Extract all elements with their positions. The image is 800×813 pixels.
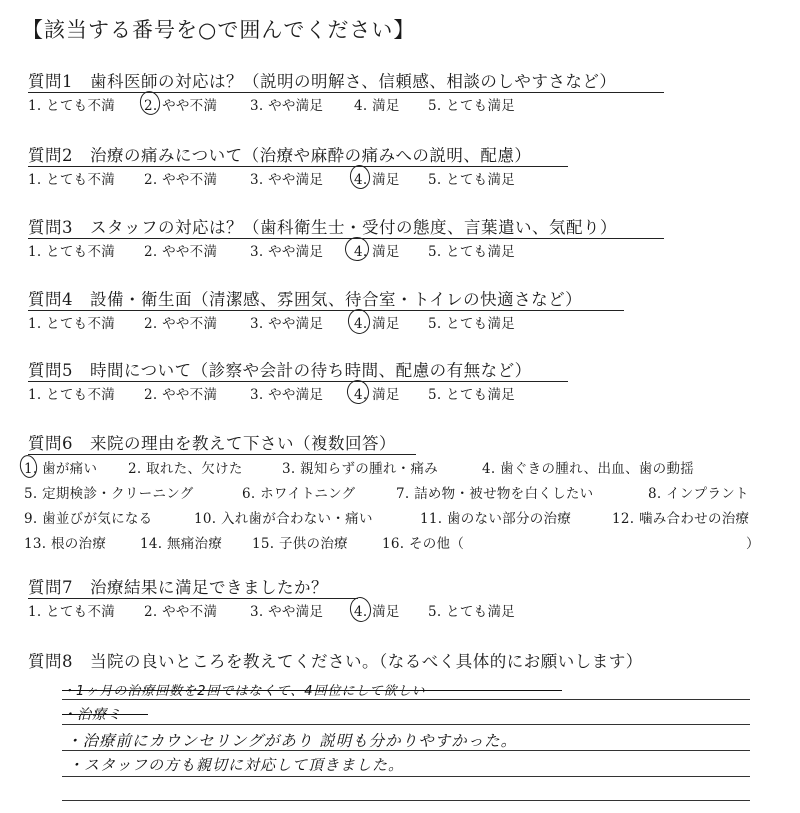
q7-option-2[interactable]: 2. やや不満 [144, 604, 218, 620]
question-2-underline [28, 166, 568, 167]
q3-option-5[interactable]: 5. とても満足 [428, 244, 516, 260]
handwritten-answer-2: ・治療ミ [62, 707, 122, 723]
q5-option-5[interactable]: 5. とても満足 [428, 387, 516, 403]
q4-option-1[interactable]: 1. とても不満 [28, 316, 116, 332]
q6-option-3[interactable]: 3. 親知らずの腫れ・痛み [282, 461, 439, 477]
question-5-label: 質問5 時間について（診察や会計の待ち時間、配慮の有無など） [28, 361, 532, 380]
strikethrough-1 [62, 690, 562, 691]
handwritten-answer-3: ・治療前にカウンセリングがあり 説明も分かりやすかった。 [66, 732, 518, 750]
q6-option-13[interactable]: 13. 根の治療 [24, 536, 107, 552]
q2-option-3[interactable]: 3. やや満足 [250, 172, 324, 188]
question-2-options [0, 168, 800, 188]
q2-option-4[interactable]: 4. 満足 [354, 172, 400, 188]
q6-option-12[interactable]: 12. 噛み合わせの治療 [612, 511, 750, 527]
q1-option-4[interactable]: 4. 満足 [354, 98, 400, 114]
q2-option-5[interactable]: 5. とても満足 [428, 172, 516, 188]
question-7-label: 質問7 治療結果に満足できましたか？ [28, 578, 328, 597]
q4-option-3[interactable]: 3. やや満足 [250, 316, 324, 332]
question-4-options [0, 312, 800, 332]
q2-option-1[interactable]: 1. とても不満 [28, 172, 116, 188]
question-1-underline [28, 92, 664, 93]
q2-option-2[interactable]: 2. やや不満 [144, 172, 218, 188]
question-2-label: 質問2 治療の痛みについて（治療や麻酔の痛みへの説明、配慮） [28, 146, 532, 165]
q6-option-16[interactable]: 16. その他（ [382, 536, 465, 552]
q7-option-4[interactable]: 4. 満足 [354, 604, 400, 620]
q4-option-4[interactable]: 4. 満足 [354, 316, 400, 332]
strikethrough-2 [62, 714, 148, 715]
answer-line-4 [62, 776, 750, 777]
question-5-underline [28, 381, 568, 382]
question-8-label: 質問8 当院の良いところを教えてください。（なるべく具体的にお願いします） [28, 652, 643, 671]
question-4-underline [28, 310, 624, 311]
question-7-underline [28, 598, 358, 599]
q7-option-1[interactable]: 1. とても不満 [28, 604, 116, 620]
q1-option-3[interactable]: 3. やや満足 [250, 98, 324, 114]
q6-option-9[interactable]: 9. 歯並びが気になる [24, 511, 153, 527]
answer-line-5 [62, 800, 750, 801]
q6-option-6[interactable]: 6. ホワイトニング [242, 486, 356, 502]
answer-line-2 [62, 724, 750, 725]
handwritten-answer-1: ・1ヶ月の治療回数を2回ではなくて、4回位にして欲しい [62, 684, 426, 699]
question-7-options [0, 600, 800, 620]
q5-option-3[interactable]: 3. やや満足 [250, 387, 324, 403]
q5-option-4[interactable]: 4. 満足 [354, 387, 400, 403]
q6-option-10[interactable]: 10. 入れ歯が合わない・痛い [194, 511, 373, 527]
q7-option-5[interactable]: 5. とても満足 [428, 604, 516, 620]
q3-option-4[interactable]: 4. 満足 [354, 244, 400, 260]
q4-option-5[interactable]: 5. とても満足 [428, 316, 516, 332]
q6-option-16-close: ） [746, 536, 760, 552]
question-5-options [0, 383, 800, 403]
q3-option-3[interactable]: 3. やや満足 [250, 244, 324, 260]
question-1-label: 質問1 歯科医師の対応は？（説明の明解さ、信頼感、相談のしやすさなど） [28, 72, 617, 91]
question-6-label: 質問6 来院の理由を教えて下さい（複数回答） [28, 434, 396, 453]
answer-line-1 [62, 699, 750, 700]
q1-option-5[interactable]: 5. とても満足 [428, 98, 516, 114]
q6-option-11[interactable]: 11. 歯のない部分の治療 [420, 511, 572, 527]
q6-option-15[interactable]: 15. 子供の治療 [252, 536, 348, 552]
q3-option-2[interactable]: 2. やや不満 [144, 244, 218, 260]
q5-option-1[interactable]: 1. とても不満 [28, 387, 116, 403]
q6-option-5[interactable]: 5. 定期検診・クリーニング [24, 486, 194, 502]
q6-option-4[interactable]: 4. 歯ぐきの腫れ、出血、歯の動揺 [482, 461, 695, 477]
question-6-underline [28, 454, 416, 455]
q6-option-2[interactable]: 2. 取れた、欠けた [128, 461, 243, 477]
handwritten-answer-4: ・スタッフの方も親切に対応して頂きました。 [68, 756, 405, 774]
q6-option-8[interactable]: 8. インプラント [648, 486, 749, 502]
q3-option-1[interactable]: 1. とても不満 [28, 244, 116, 260]
q6-option-7[interactable]: 7. 詰め物・被せ物を白くしたい [396, 486, 594, 502]
question-3-label: 質問3 スタッフの対応は？（歯科衛生士・受付の態度、言葉遣い、気配り） [28, 218, 617, 237]
q6-option-1[interactable]: 1. 歯が痛い [24, 461, 98, 477]
q5-option-2[interactable]: 2. やや不満 [144, 387, 218, 403]
q6-option-14[interactable]: 14. 無痛治療 [140, 536, 223, 552]
page-title: 【該当する番号を○で囲んでください】 [22, 18, 416, 42]
q7-option-3[interactable]: 3. やや満足 [250, 604, 324, 620]
question-3-underline [28, 238, 664, 239]
question-1-options [0, 94, 800, 114]
question-4-label: 質問4 設備・衛生面（清潔感、雰囲気、待合室・トイレの快適さなど） [28, 290, 583, 309]
q1-option-1[interactable]: 1. とても不満 [28, 98, 116, 114]
question-6-options [0, 457, 800, 557]
question-3-options [0, 240, 800, 260]
q1-option-2[interactable]: 2. やや不満 [144, 98, 218, 114]
q4-option-2[interactable]: 2. やや不満 [144, 316, 218, 332]
